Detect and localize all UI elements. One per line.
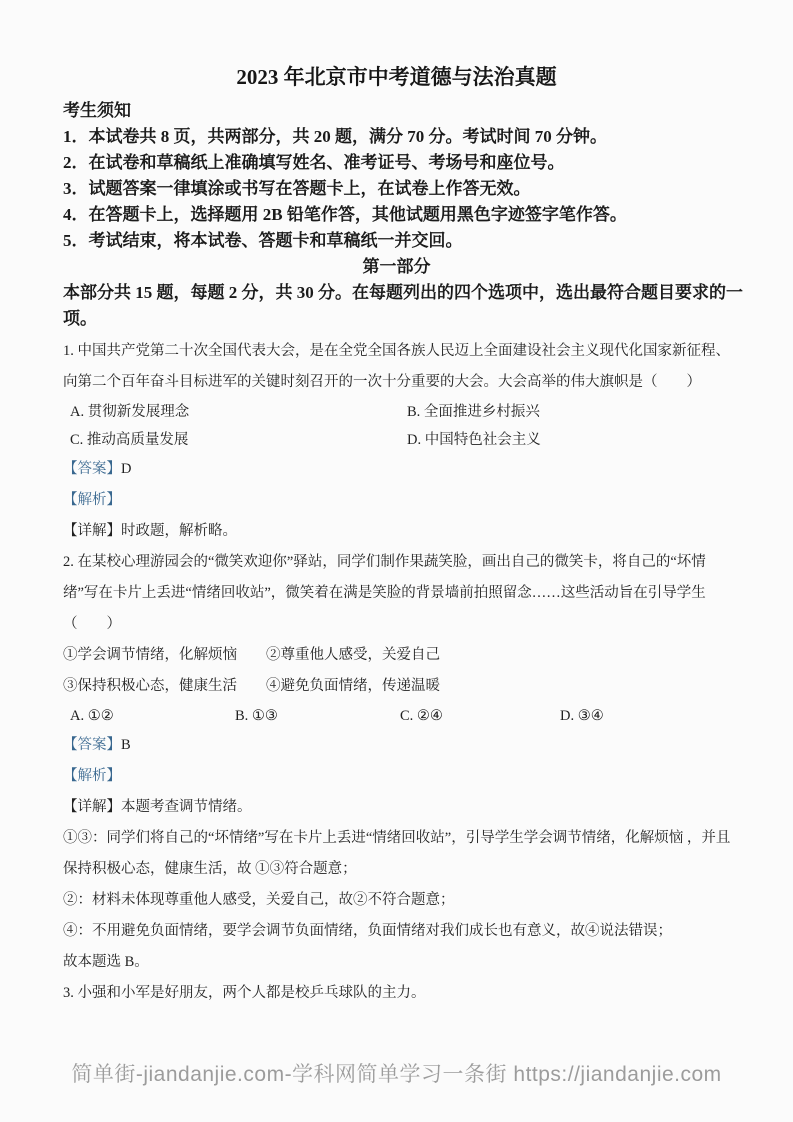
page-title: 2023 年北京市中考道德与法治真题	[236, 65, 557, 89]
question1-options-row	[63, 398, 730, 426]
question2-explanation-line: 故本题选 B。	[63, 954, 149, 970]
question1-detail-text: 时政题，解析略。	[121, 523, 237, 539]
question2-explanation-line: ④：不用避免负面情绪，要学会调节负面情绪，负面情绪对我们成长也有意义，故④说法错误；	[63, 923, 672, 939]
part1-heading: 第一部分	[362, 257, 431, 276]
question2-stem-line: 2. 在某校心理游园会的“微笑欢迎你”驿站，同学们制作果蔬笑脸，画出自己的微笑卡，将自己的“坏情	[63, 554, 706, 570]
analysis-label: 【解析】	[63, 492, 121, 508]
question1-option-b: B. 全面推进乡村振兴	[407, 404, 540, 420]
detail-label: 【详解】	[63, 523, 121, 539]
question2-option-c: C. ②④	[400, 708, 443, 724]
question2-analysis-row	[63, 761, 730, 792]
question2-answer-row	[63, 730, 730, 761]
notice-item: 1．本试卷共 8 页，共两部分，共 20 题，满分 70 分。考试时间 70 分钟。	[63, 127, 607, 146]
question1-stem-line: 向第二个百年奋斗目标进军的关键时刻召开的一次十分重要的大会。大会高举的伟大旗帜是（ ）	[63, 374, 701, 390]
question2-option-a: A. ①②	[70, 708, 114, 724]
question1-option-a: A. 贯彻新发展理念	[70, 404, 190, 420]
notice-section	[63, 98, 730, 254]
question1-answer-value: D	[121, 461, 132, 477]
question2-option-d: D. ③④	[560, 708, 604, 724]
question2-options-row	[63, 702, 730, 730]
questions-section	[63, 336, 730, 1009]
part1-intro-line: 项。	[63, 309, 97, 328]
part1-intro-line: 本部分共 15 题，每题 2 分，共 30 分。在每题列出的四个选项中，选出最符合题目要求的一	[63, 283, 743, 302]
question2-detail-row	[63, 792, 730, 823]
notice-item: 3．试题答案一律填涂或书写在答题卡上，在试卷上作答无效。	[63, 179, 531, 198]
question1-options-row	[63, 426, 730, 454]
analysis-label: 【解析】	[63, 768, 121, 784]
watermark-footer: 简单街-jiandanjie.com-学科网简单学习一条街 https://jiandanjie.com	[71, 1063, 722, 1086]
question1-detail-row	[63, 516, 730, 547]
notice-item: 2．在试卷和草稿纸上准确填写姓名、准考证号、考场号和座位号。	[63, 153, 565, 172]
question2-detail-text: 本题考查调节情绪。	[121, 799, 252, 815]
question2-explanation-line: ①③：同学们将自己的“坏情绪”写在卡片上丢进“情绪回收站”，引导学生学会调节情绪，化解烦恼 ，并且	[63, 830, 731, 846]
question1-option-c: C. 推动高质量发展	[70, 432, 189, 448]
detail-label: 【详解】	[63, 799, 121, 815]
question1-option-d: D. 中国特色社会主义	[407, 432, 541, 448]
notice-item: 5．考试结束，将本试卷、答题卡和草稿纸一并交回。	[63, 231, 463, 250]
question2-stem-line: （ ）	[63, 616, 121, 632]
question2-stem-line: 绪”写在卡片上丢进“情绪回收站”，微笑着在满是笑脸的背景墙前拍照留念……这些活动旨在引导学生	[63, 585, 706, 601]
question2-explanation-line: ②：材料未体现尊重他人感受，关爱自己，故②不符合题意；	[63, 892, 455, 908]
question3-stem-line: 3. 小强和小军是好朋友，两个人都是校乒乓球队的主力。	[63, 985, 426, 1001]
question1-analysis-row	[63, 485, 730, 516]
question2-statements-line: ①学会调节情绪，化解烦恼 ②尊重他人感受，关爱自己	[63, 647, 440, 663]
notice-item: 4．在答题卡上，选择题用 2B 铅笔作答，其他试题用黑色字迹签字笔作答。	[63, 205, 627, 224]
question2-statements-line: ③保持积极心态，健康生活 ④避免负面情绪，传递温暖	[63, 678, 440, 694]
question2-explanation-line: 保持积极心态，健康生活，故 ①③符合题意；	[63, 861, 357, 877]
notice-heading: 考生须知	[63, 101, 131, 120]
question1-answer-row	[63, 454, 730, 485]
answer-label: 【答案】	[63, 737, 121, 753]
question2-option-b: B. ①③	[235, 708, 278, 724]
question2-answer-value: B	[121, 737, 131, 753]
answer-label: 【答案】	[63, 461, 121, 477]
question1-stem-line: 1. 中国共产党第二十次全国代表大会，是在全党全国各族人民迈上全面建设社会主义现代化国家新征程、	[63, 343, 730, 359]
